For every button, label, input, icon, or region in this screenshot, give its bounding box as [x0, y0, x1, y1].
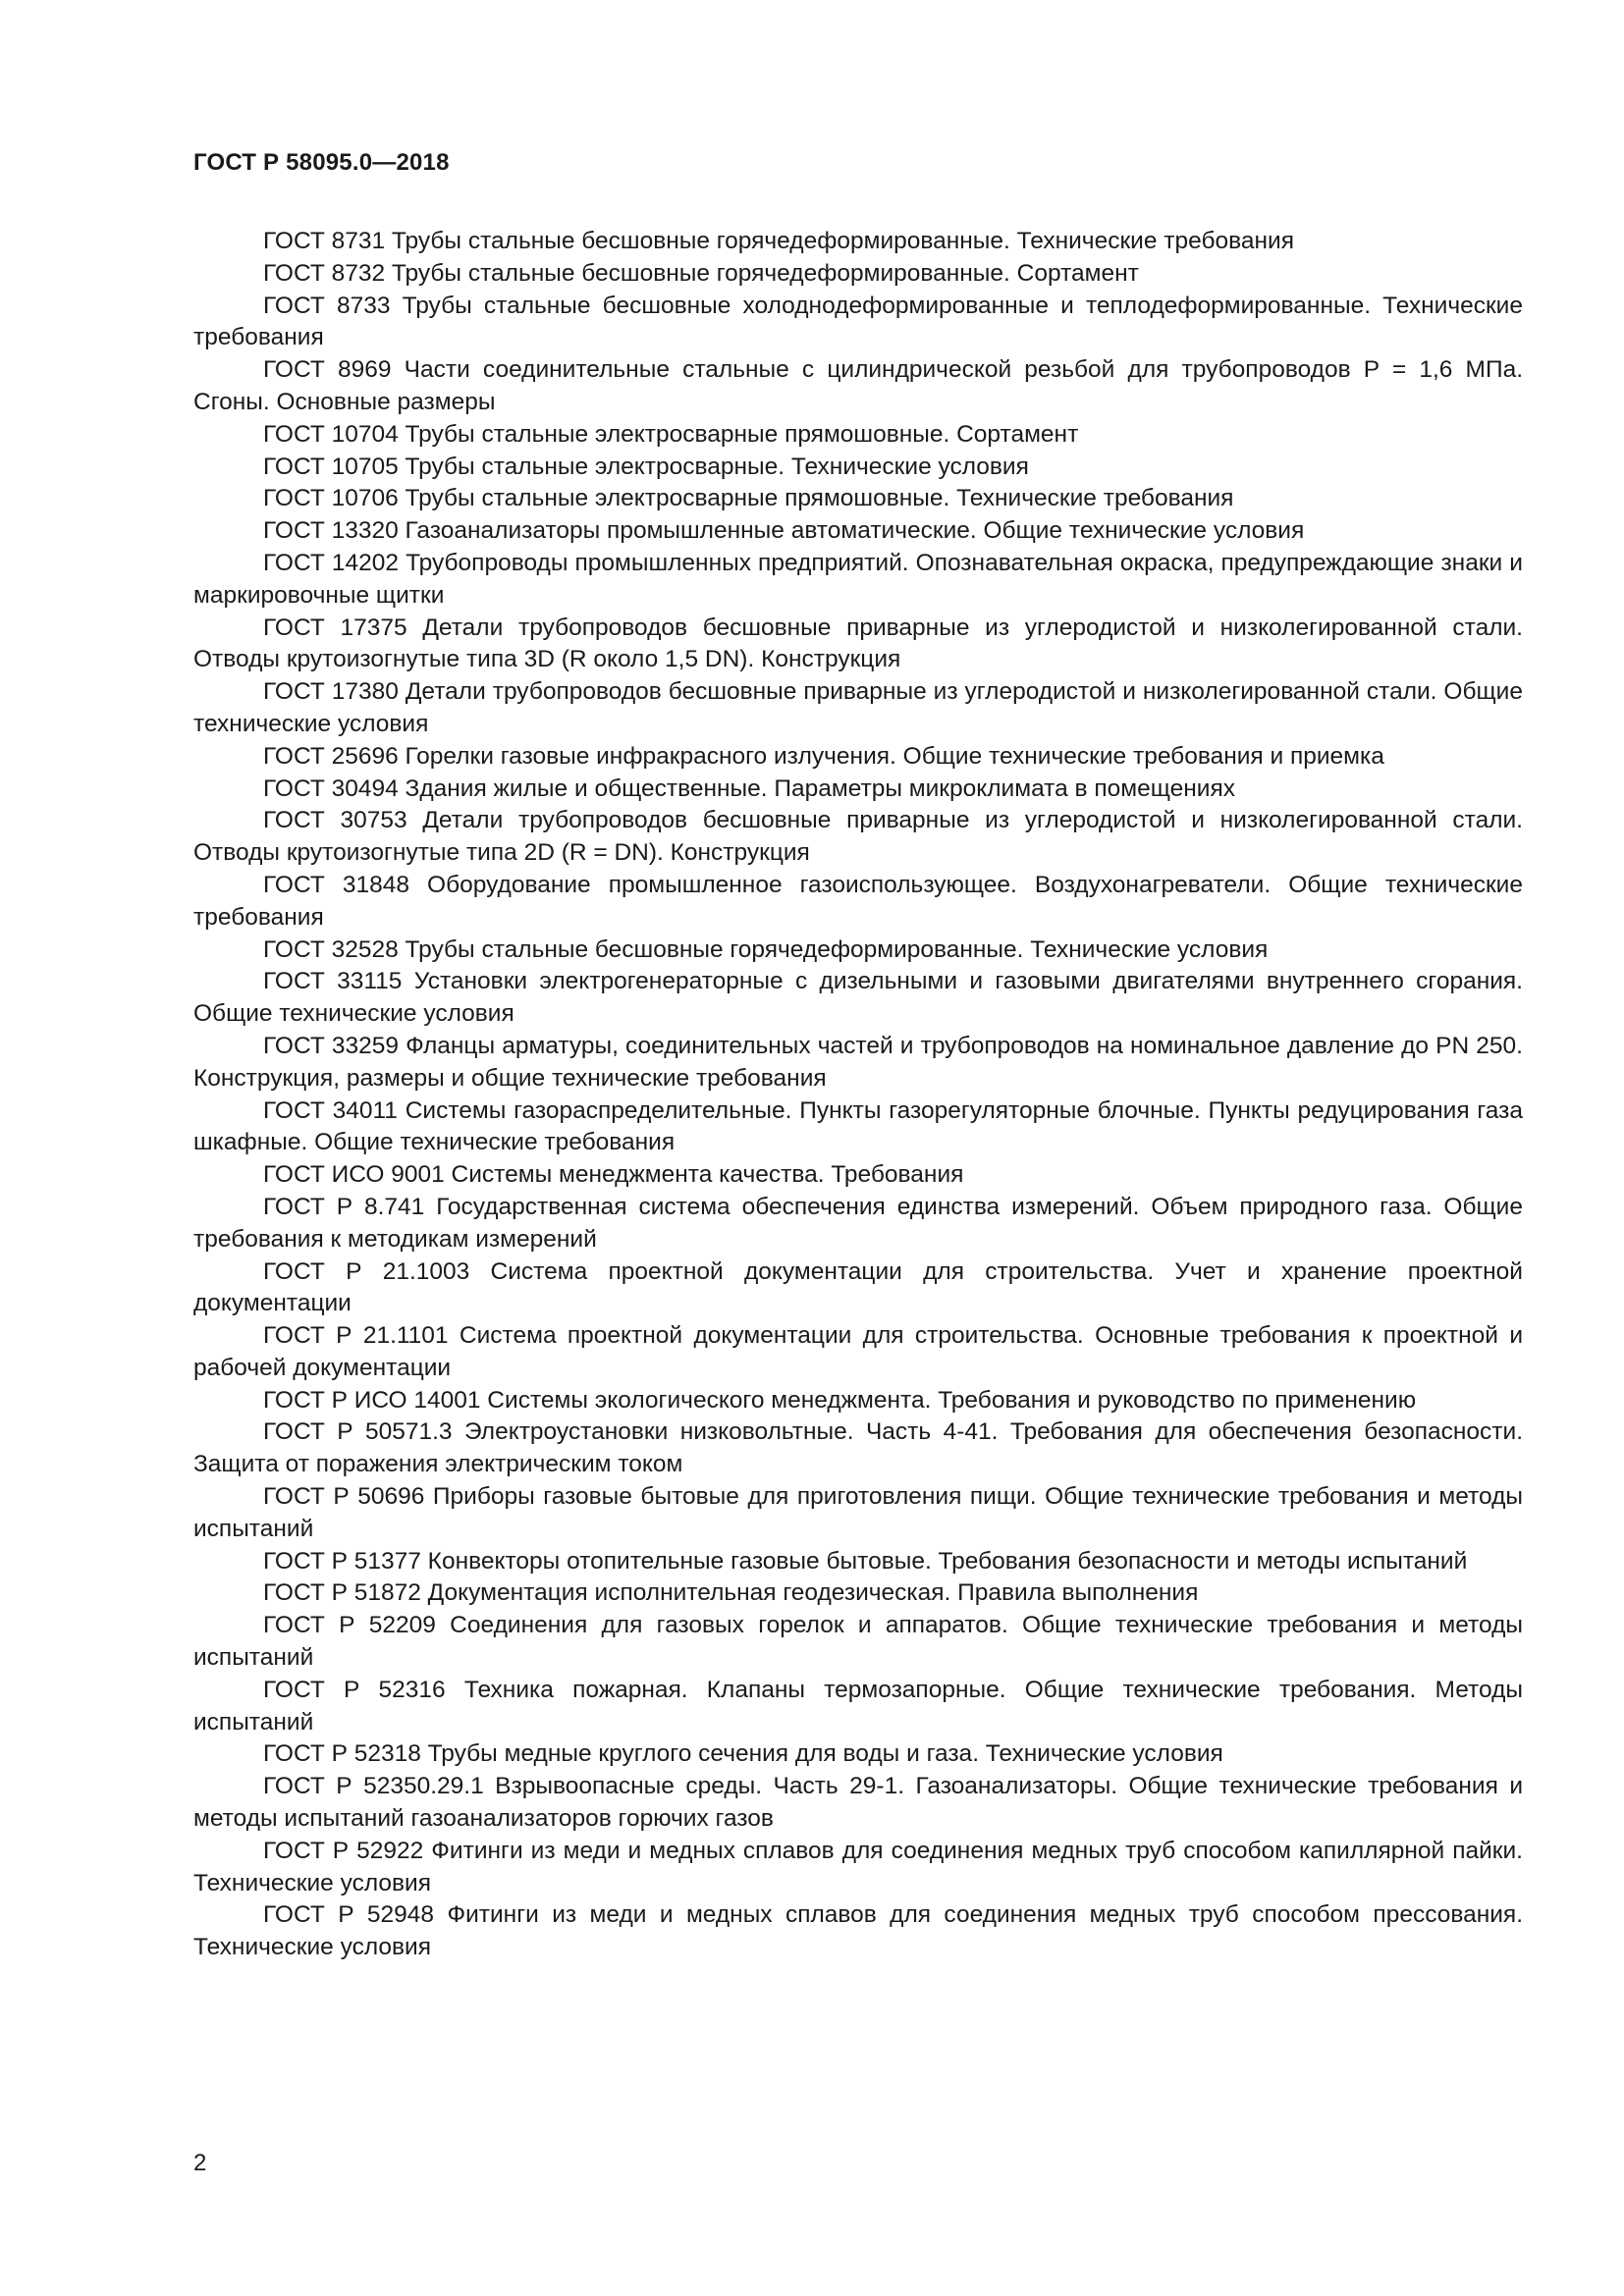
reference-item: ГОСТ 10706 Трубы стальные электросварные прямошовные. Технические требования — [263, 485, 1234, 512]
reference-item: ГОСТ 10705 Трубы стальные электросварные. Технические условия — [263, 453, 1029, 480]
reference-item: ГОСТ 8731 Трубы стальные бесшовные горячедеформированные. Технические требования — [263, 228, 1294, 254]
reference-item: ГОСТ Р 52316 Техника пожарная. Клапаны термозапорные. Общие технические требования. Методы испытаний — [193, 1676, 1523, 1735]
reference-item: ГОСТ 33259 Фланцы арматуры, соединительных частей и трубопроводов на номинальное давление до PN 250. Конструкция, размеры и общие технические требования — [193, 1032, 1523, 1092]
reference-item: ГОСТ 17380 Детали трубопроводов бесшовные приварные из углеродистой и низколегированной стали. Общие технические условия — [193, 678, 1523, 737]
reference-item: ГОСТ 33115 Установки электрогенераторные с дизельными и газовыми двигателями внутреннего сгорания. Общие технические условия — [193, 968, 1523, 1028]
reference-item: ГОСТ ИСО 9001 Системы менеджмента качества. Требования — [263, 1161, 964, 1189]
reference-item: ГОСТ 14202 Трубопроводы промышленных предприятий. Опознавательная окраска, предупреждающие знаки и маркировочные щитки — [193, 549, 1523, 609]
reference-item: ГОСТ 31848 Оборудование промышленное газоиспользующее. Воздухонагреватели. Общие технические требования — [193, 871, 1523, 931]
reference-item: ГОСТ 8733 Трубы стальные бесшовные холоднодеформированные и теплодеформированные. Технические требования — [193, 292, 1523, 351]
document-header: ГОСТ Р 58095.0—2018 — [193, 149, 450, 176]
reference-item: ГОСТ Р 8.741 Государственная система обеспечения единства измерений. Объем природного газа. Общие требования к методикам измерений — [193, 1193, 1523, 1253]
reference-item: ГОСТ 25696 Горелки газовые инфракрасного излучения. Общие технические требования и приемка — [263, 742, 1384, 770]
reference-item: ГОСТ 30753 Детали трубопроводов бесшовные приварные из углеродистой и низколегированной стали. Отводы крутоизогнутые типа 2D (R = DN). Конструкция — [193, 807, 1523, 867]
reference-item: ГОСТ Р 21.1003 Система проектной документации для строительства. Учет и хранение проектной документации — [193, 1257, 1523, 1317]
reference-item: ГОСТ 32528 Трубы стальные бесшовные горячедеформированные. Технические условия — [263, 935, 1269, 963]
reference-item: ГОСТ Р 52922 Фитинги из меди и медных сплавов для соединения медных труб способом капиллярной пайки. Технические условия — [193, 1837, 1523, 1896]
reference-item: ГОСТ 17375 Детали трубопроводов бесшовные приварные из углеродистой и низколегированной стали. Отводы крутоизогнутые типа 3D (R около 1,5 DN). Конструкция — [193, 614, 1523, 673]
reference-item: ГОСТ 8969 Части соединительные стальные с цилиндрической резьбой для трубопроводов P = 1,6 МПа. Сгоны. Основные размеры — [193, 356, 1523, 415]
reference-list — [193, 226, 1523, 1964]
reference-item: ГОСТ 30494 Здания жилые и общественные. Параметры микроклимата в помещениях — [263, 774, 1235, 802]
reference-item: ГОСТ Р 21.1101 Система проектной документации для строительства. Основные требования к проектной и рабочей документации — [193, 1322, 1523, 1381]
reference-item: ГОСТ Р 51377 Конвекторы отопительные газовые бытовые. Требования безопасности и методы испытаний — [263, 1547, 1468, 1575]
reference-item: ГОСТ Р 52350.29.1 Взрывоопасные среды. Часть 29-1. Газоанализаторы. Общие технические требования и методы испытаний газоанализаторов горючих газов — [193, 1773, 1523, 1833]
reference-item: ГОСТ Р ИСО 14001 Системы экологического менеджмента. Требования и руководство по применению — [263, 1386, 1417, 1414]
reference-item: ГОСТ Р 52318 Трубы медные круглого сечения для воды и газа. Технические условия — [263, 1740, 1223, 1768]
reference-item: ГОСТ Р 52948 Фитинги из меди и медных сплавов для соединения медных труб способом прессования. Технические условия — [193, 1901, 1523, 1961]
page-number: 2 — [193, 2150, 207, 2176]
reference-item: ГОСТ Р 50696 Приборы газовые бытовые для приготовления пищи. Общие технические требования и методы испытаний — [193, 1483, 1523, 1542]
reference-item: ГОСТ 34011 Системы газораспределительные. Пункты газорегуляторные блочные. Пункты редуцирования газа шкафные. Общие технические требования — [193, 1096, 1523, 1156]
reference-item: ГОСТ 13320 Газоанализаторы промышленные автоматические. Общие технические условия — [263, 517, 1305, 545]
reference-item: ГОСТ 8732 Трубы стальные бесшовные горячедеформированные. Сортамент — [263, 259, 1139, 287]
reference-item: ГОСТ Р 52209 Соединения для газовых горелок и аппаратов. Общие технические требования и методы испытаний — [193, 1612, 1523, 1672]
reference-item: ГОСТ Р 50571.3 Электроустановки низковольтные. Часть 4-41. Требования для обеспечения безопасности. Защита от поражения электрическим током — [193, 1418, 1523, 1478]
reference-item: ГОСТ 10704 Трубы стальные электросварные прямошовные. Сортамент — [263, 420, 1079, 448]
reference-item: ГОСТ Р 51872 Документация исполнительная геодезическая. Правила выполнения — [263, 1579, 1199, 1607]
